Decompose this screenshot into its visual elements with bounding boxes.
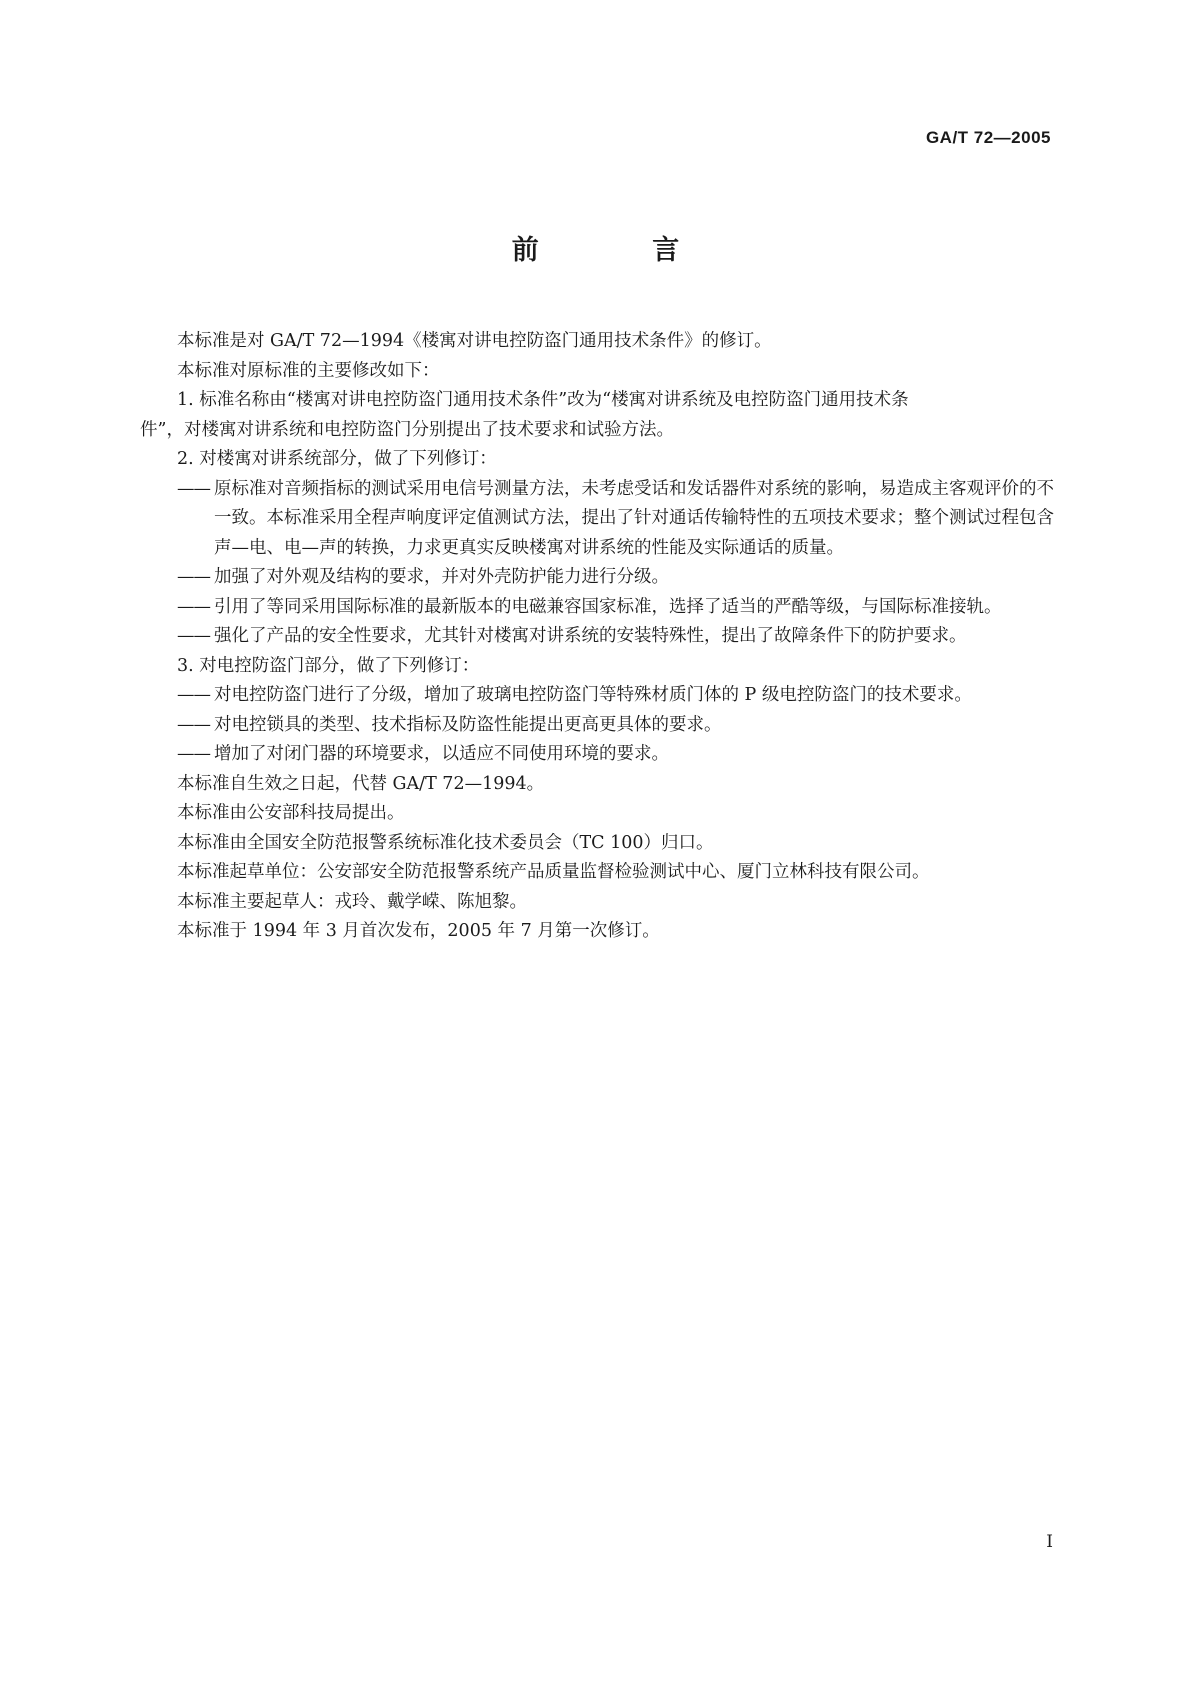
paragraph-proposed-by: 本标准由公安部科技局提出。 — [177, 803, 405, 823]
list-item — [177, 593, 1057, 623]
paragraph-under-jurisdiction: 本标准由全国安全防范报警系统标准化技术委员会（TC 100）归口。 — [177, 832, 714, 853]
paragraph-main-changes-intro: 本标准对原标准的主要修改如下： — [177, 360, 440, 381]
dash-marker: —— — [177, 596, 210, 617]
section-2-heading: 2. 对楼寓对讲系统部分，做了下列修订： — [177, 449, 497, 469]
list-item — [177, 681, 1057, 711]
dash-marker: —— — [177, 567, 210, 587]
dash-marker: —— — [177, 626, 210, 646]
dash-marker: —— — [177, 685, 210, 705]
list-item-text: 强化了产品的安全性要求，尤其针对楼寓对讲系统的安装特殊性，提出了故障条件下的防护要求。 — [214, 626, 967, 646]
list-item — [177, 711, 1057, 741]
paragraph-name-change — [140, 386, 1057, 445]
paragraph-drafting-units: 本标准起草单位：公安部安全防范报警系统产品质量监督检验测试中心、厦门立林科技有限公司。 — [177, 862, 930, 882]
list-item-text: 加强了对外观及结构的要求，并对外壳防护能力进行分级。 — [214, 567, 669, 587]
paragraph-name-change-line1: 1. 标准名称由“楼寓对讲电控防盗门通用技术条件”改为“楼寓对讲系统及电控防盗门通用技术条 — [177, 390, 909, 410]
section-3-heading: 3. 对电控防盗门部分，做了下列修订： — [177, 655, 480, 676]
list-item — [177, 563, 1057, 593]
list-item-text: 引用了等同采用国际标准的最新版本的电磁兼容国家标准，选择了适当的严酷等级，与国际标准接轨。 — [214, 596, 1002, 617]
list-item-text: 对电控防盗门进行了分级，增加了玻璃电控防盗门等特殊材质门体的 P 级电控防盗门的技术要求。 — [214, 685, 972, 705]
paragraph-replaces: 本标准自生效之日起，代替 GA/T 72—1994。 — [177, 773, 545, 794]
paragraph-publication-history: 本标准于 1994 年 3 月首次发布，2005 年 7 月第一次修订。 — [177, 921, 660, 941]
list-item — [177, 740, 1057, 770]
list-item-text: 对电控锁具的类型、技术指标及防盗性能提出更高更具体的要求。 — [214, 714, 722, 735]
paragraph-revision-statement: 本标准是对 GA/T 72—1994《楼寓对讲电控防盗门通用技术条件》的修订。 — [177, 331, 772, 351]
list-item-text: 原标准对音频指标的测试采用电信号测量方法，未考虑受话和发话器件对系统的影响，易造成主客观评价的不一致。本标准采用全程声响度评定值测试方法，提出了针对通话传输特性的五项技术要求；整个测试过程包含声—电、电—声的转换，力求更真实反映楼寓对讲系统的性能及实际通话的质量。 — [214, 478, 1054, 558]
paragraph-name-change-line2: 件”，对楼寓对讲系统和电控防盗门分别提出了技术要求和试验方法。 — [140, 419, 674, 440]
standard-code: GA/T 72—2005 — [925, 128, 1051, 147]
paragraph-drafters: 本标准主要起草人：戎玲、戴学嵘、陈旭黎。 — [177, 891, 527, 912]
list-item — [177, 622, 1057, 652]
dash-marker: —— — [177, 744, 210, 764]
document-body — [140, 327, 1057, 947]
list-item — [177, 475, 1057, 564]
dash-marker: —— — [177, 714, 210, 735]
list-item-text: 增加了对闭门器的环境要求，以适应不同使用环境的要求。 — [214, 744, 669, 764]
page-title: 前 言 — [511, 235, 732, 266]
page-number: I — [1046, 1532, 1053, 1552]
dash-marker: —— — [177, 478, 210, 499]
